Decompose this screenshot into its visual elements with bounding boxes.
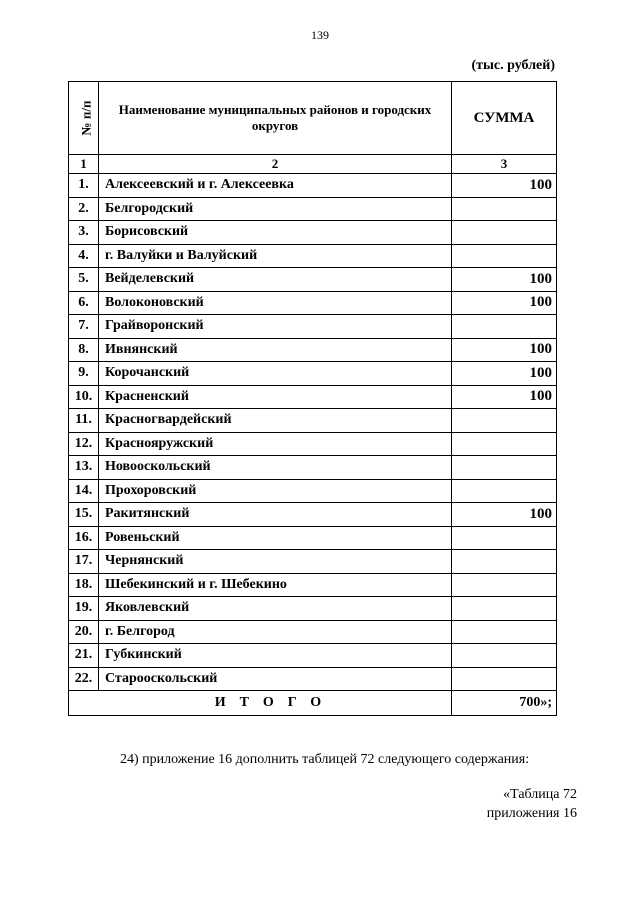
row-sum: [452, 456, 557, 480]
district-name: Шебекинский и г. Шебекино: [99, 573, 452, 597]
table-row: [69, 315, 557, 339]
allocation-table: [68, 81, 557, 716]
table-row: [69, 409, 557, 433]
table-row: [69, 644, 557, 668]
table-caption-line2: приложения 16: [486, 806, 577, 821]
row-sum: 100: [452, 362, 557, 386]
table-row: [69, 385, 557, 409]
district-name: Грайворонский: [99, 315, 452, 339]
row-sum: [452, 573, 557, 597]
district-name: Красногвардейский: [99, 409, 452, 433]
table-caption-line1: «Таблица 72: [503, 787, 577, 802]
row-sum: 100: [452, 503, 557, 527]
row-num: 7.: [69, 315, 99, 339]
row-sum: 100: [452, 291, 557, 315]
row-sum: [452, 550, 557, 574]
row-sum: [452, 479, 557, 503]
table-row: [69, 291, 557, 315]
total-label: ИТОГО: [69, 691, 452, 716]
index-row: [69, 155, 557, 174]
row-sum: 100: [452, 385, 557, 409]
table-row: [69, 597, 557, 621]
table-row: [69, 174, 557, 198]
row-num: 17.: [69, 550, 99, 574]
row-sum: [452, 221, 557, 245]
row-num: 15.: [69, 503, 99, 527]
row-num: 13.: [69, 456, 99, 480]
district-name: Борисовский: [99, 221, 452, 245]
row-sum: [452, 526, 557, 550]
row-num: 6.: [69, 291, 99, 315]
row-num: 18.: [69, 573, 99, 597]
row-sum: [452, 620, 557, 644]
district-name: Волоконовский: [99, 291, 452, 315]
district-name: г. Белгород: [99, 620, 452, 644]
table-row: [69, 573, 557, 597]
units-label: (тыс. рублей): [471, 58, 555, 73]
row-sum: [452, 315, 557, 339]
row-num: 11.: [69, 409, 99, 433]
table-row: [69, 620, 557, 644]
amendment-paragraph: 24) приложение 16 дополнить таблицей 72 следующего содержания:: [120, 752, 530, 767]
district-name: Вейделевский: [99, 268, 452, 292]
district-name: Корочанский: [99, 362, 452, 386]
table-row: [69, 197, 557, 221]
row-num: 20.: [69, 620, 99, 644]
table-row: [69, 526, 557, 550]
row-num: 21.: [69, 644, 99, 668]
row-num: 2.: [69, 197, 99, 221]
header-row: [69, 82, 557, 155]
row-num: 10.: [69, 385, 99, 409]
district-name: Ровеньский: [99, 526, 452, 550]
row-sum: [452, 644, 557, 668]
row-num: 5.: [69, 268, 99, 292]
table-row: [69, 667, 557, 691]
row-sum: 100: [452, 338, 557, 362]
row-sum: 100: [452, 174, 557, 198]
table-row: [69, 362, 557, 386]
table-row: [69, 244, 557, 268]
district-name: Краснояружский: [99, 432, 452, 456]
header-sum: СУММА: [452, 82, 557, 155]
row-num: 14.: [69, 479, 99, 503]
row-sum: [452, 244, 557, 268]
district-name: Алексеевский и г. Алексеевка: [99, 174, 452, 198]
row-sum: [452, 197, 557, 221]
table-row: [69, 268, 557, 292]
row-num: 4.: [69, 244, 99, 268]
table-row: [69, 479, 557, 503]
page-number: 139: [311, 28, 329, 42]
total-row: [69, 691, 557, 716]
table-row: [69, 221, 557, 245]
table-row: [69, 503, 557, 527]
row-num: 22.: [69, 667, 99, 691]
district-name: Чернянский: [99, 550, 452, 574]
district-name: Ивнянский: [99, 338, 452, 362]
table-row: [69, 550, 557, 574]
index-cell: 1: [69, 155, 99, 174]
district-name: Старооскольский: [99, 667, 452, 691]
table-row: [69, 456, 557, 480]
district-name: Белгородский: [99, 197, 452, 221]
index-cell: 3: [452, 155, 557, 174]
header-num: № п/п: [69, 82, 99, 155]
district-name: Яковлевский: [99, 597, 452, 621]
row-num: 9.: [69, 362, 99, 386]
row-sum: [452, 667, 557, 691]
index-cell: 2: [99, 155, 452, 174]
row-num: 1.: [69, 174, 99, 198]
district-name: Губкинский: [99, 644, 452, 668]
row-num: 16.: [69, 526, 99, 550]
row-num: 19.: [69, 597, 99, 621]
row-num: 8.: [69, 338, 99, 362]
row-sum: [452, 432, 557, 456]
total-sum: 700»;: [452, 691, 557, 716]
table-row: [69, 338, 557, 362]
district-name: Красненский: [99, 385, 452, 409]
district-name: г. Валуйки и Валуйский: [99, 244, 452, 268]
row-num: 3.: [69, 221, 99, 245]
row-sum: 100: [452, 268, 557, 292]
table-row: [69, 432, 557, 456]
header-name: Наименование муниципальных районов и городских округов: [99, 82, 452, 155]
row-sum: [452, 597, 557, 621]
row-num: 12.: [69, 432, 99, 456]
row-sum: [452, 409, 557, 433]
district-name: Ракитянский: [99, 503, 452, 527]
district-name: Новооскольский: [99, 456, 452, 480]
district-name: Прохоровский: [99, 479, 452, 503]
